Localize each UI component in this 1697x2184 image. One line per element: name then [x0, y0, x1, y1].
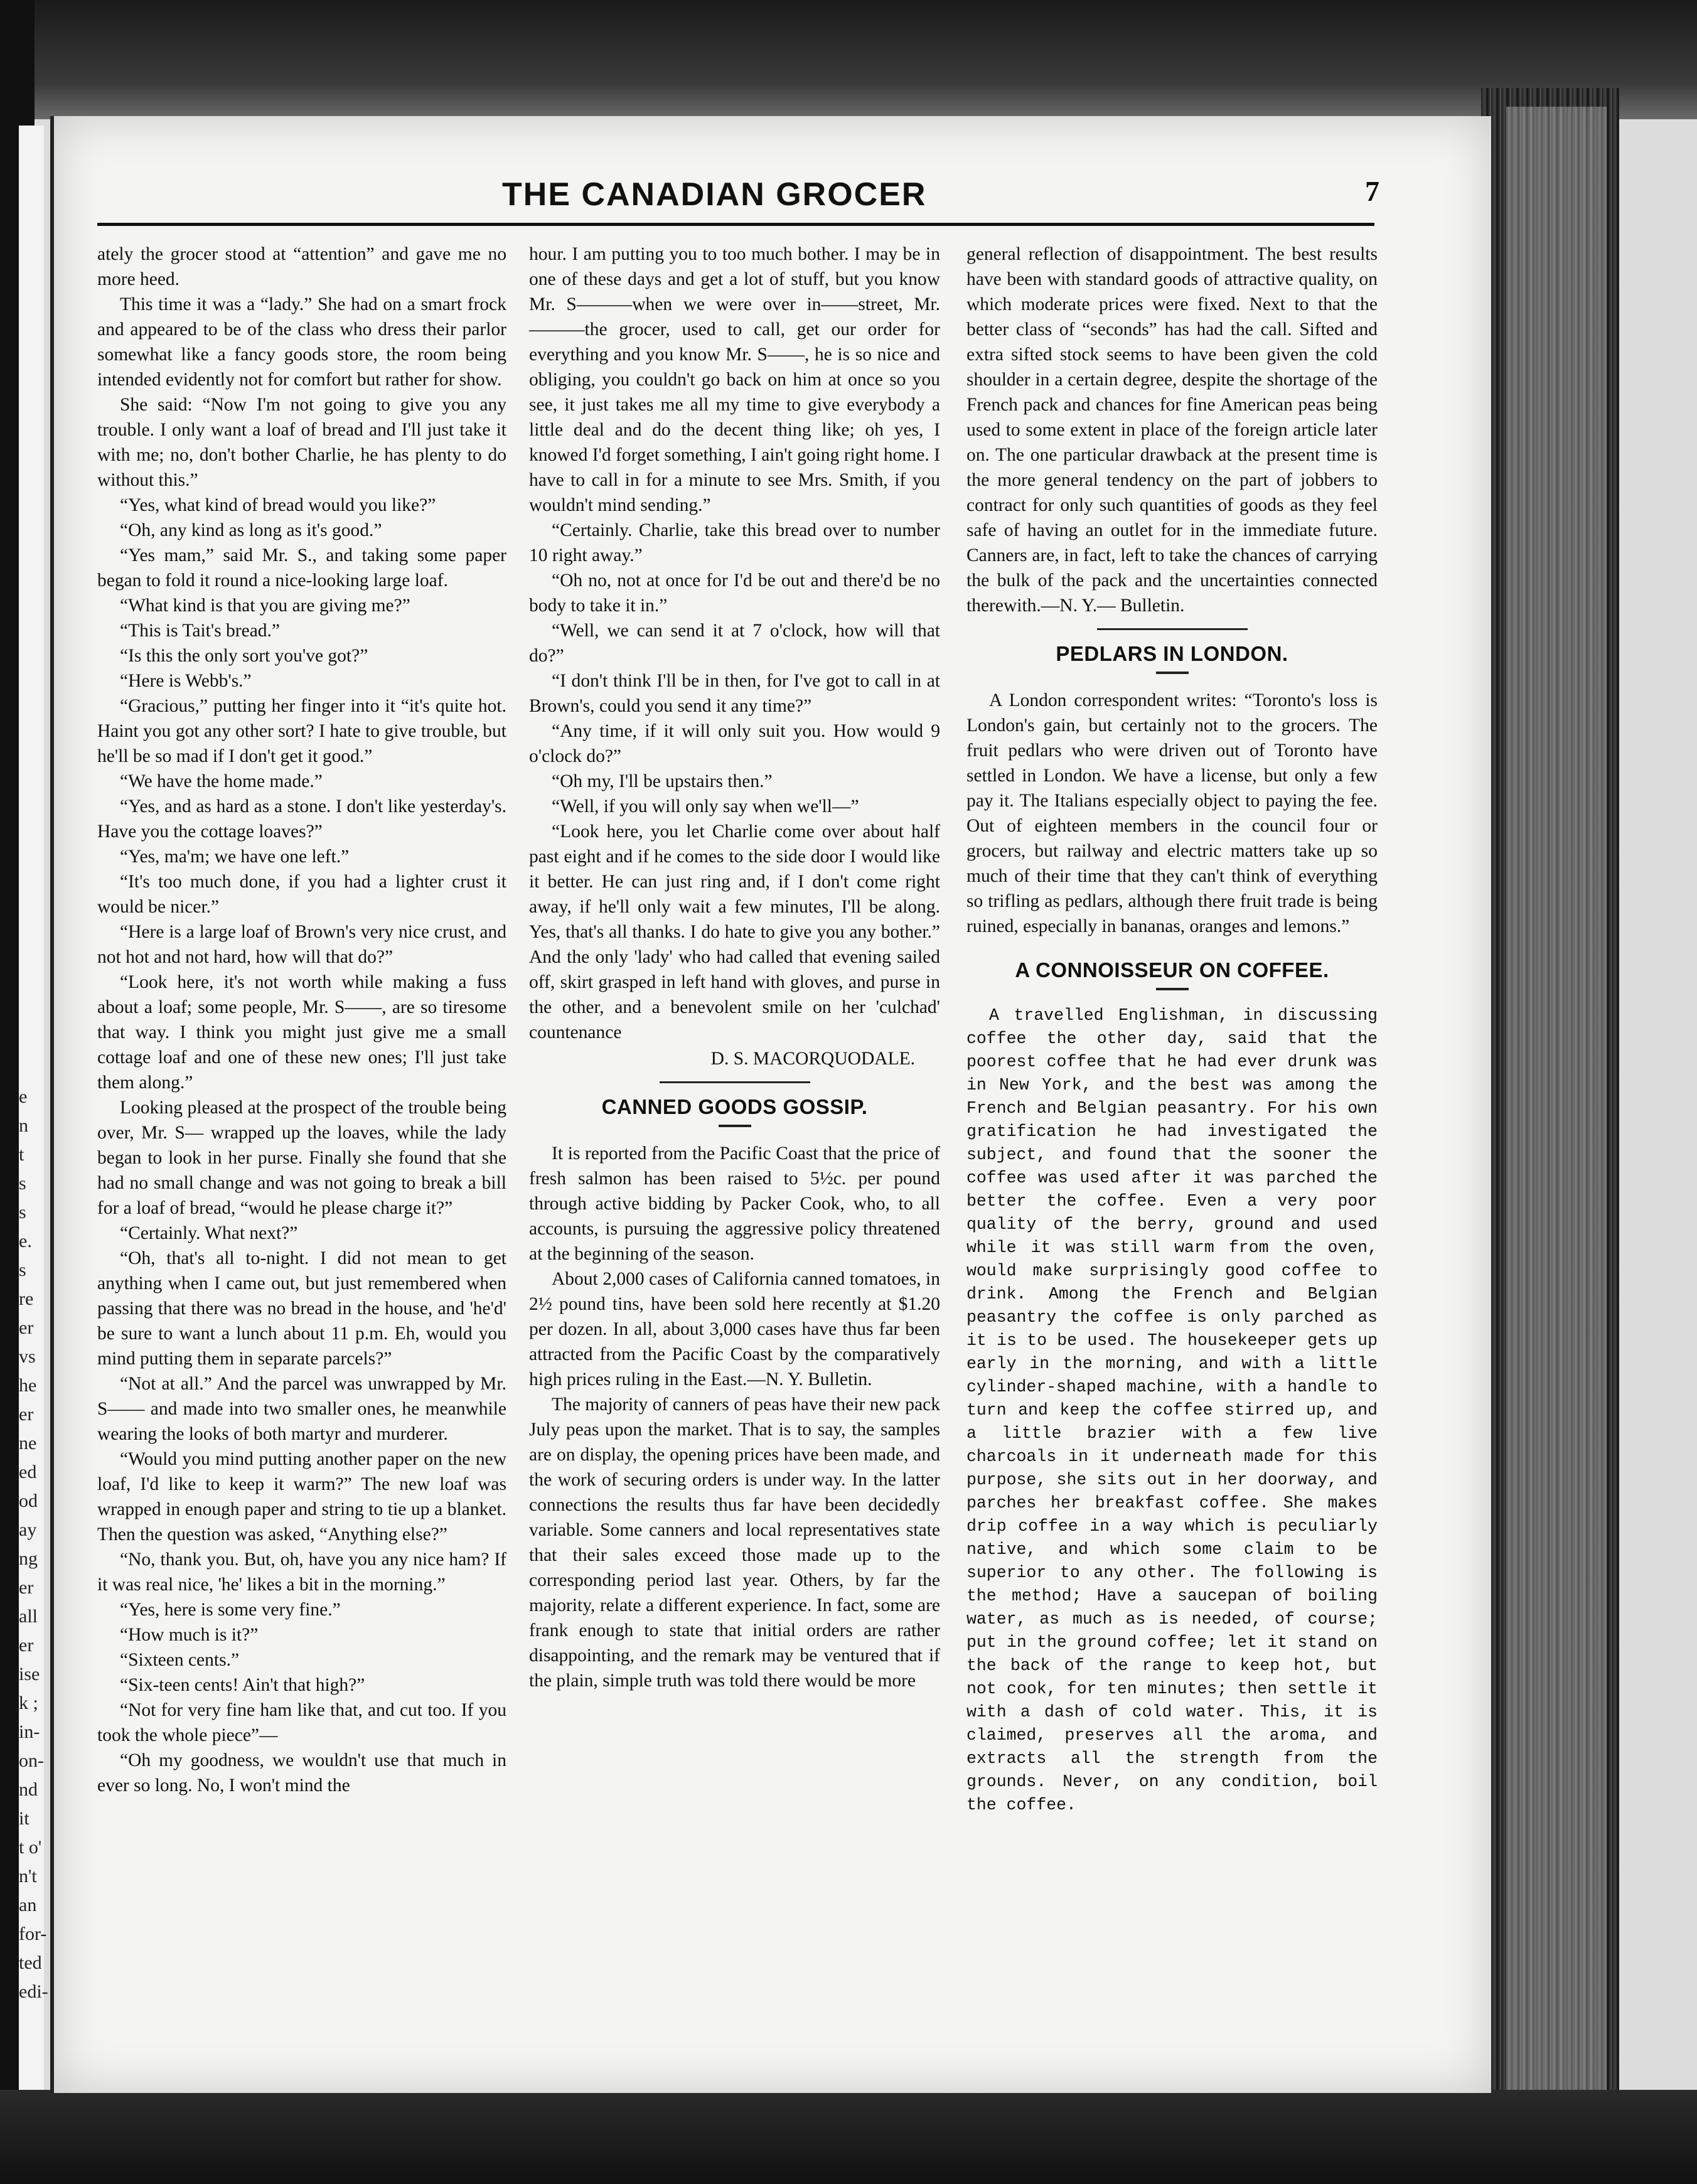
facing-page-fragment: e	[19, 1086, 28, 1107]
story-paragraph: “It's too much done, if you had a lighter crust it would be nicer.”	[97, 872, 506, 917]
author-signature: D. S. MACORQUODALE.	[710, 1049, 915, 1069]
article-paragraph: About 2,000 cases of California canned tomatoes, in 2½ pound tins, have been sold here recently at $1.20 per dozen. In all, about 3,000 cases have thus far been attracted from the Pacific Coast by the comparatively high prices ruling in the East.—N. Y. Bulletin.	[529, 1269, 940, 1389]
story-paragraph: “I don't think I'll be in then, for I've got to call in at Brown's, could you send it any time?”	[529, 671, 940, 716]
story-paragraph: “Oh my goodness, we wouldn't use that much in ever so long. No, I won't mind the	[97, 1750, 506, 1796]
facing-page-fragment: er	[19, 1317, 34, 1338]
story-paragraph: “Six-teen cents! Ain't that high?”	[120, 1675, 365, 1695]
facing-page-fragment: on-	[19, 1750, 44, 1771]
story-paragraph: “No, thank you. But, oh, have you any nice ham? If it was real nice, 'he' likes a bit in the morning.”	[97, 1550, 506, 1595]
facing-page-fragment: e.	[19, 1231, 32, 1251]
story-paragraph: “This is Tait's bread.”	[120, 621, 281, 641]
story-paragraph: “Oh, that's all to-night. I did not mean to get anything when I came out, but just remembered when passing that there was no bread in the house, and 'he'd' be sure to want a lunch about 11 p.m. Eh, would you mind putting them in separate parcels?”	[97, 1248, 506, 1369]
facing-page-fragment: ay	[19, 1519, 37, 1540]
facing-page-fragment: er	[19, 1635, 34, 1656]
facing-page-fragment: in-	[19, 1721, 40, 1742]
story-paragraph: “Oh, any kind as long as it's good.”	[120, 520, 382, 540]
facing-page-edge	[19, 126, 48, 2134]
story-paragraph: “What kind is that you are giving me?”	[120, 596, 410, 616]
heading-canned-goods: CANNED GOODS GOSSIP.	[601, 1095, 868, 1118]
facing-page-fragment: vs	[19, 1346, 36, 1367]
facing-page-fragment: n	[19, 1115, 28, 1136]
facing-page-fragment: od	[19, 1491, 38, 1511]
facing-page-fragment: re	[19, 1288, 34, 1309]
story-paragraph: “Well, if you will only say when we'll—”	[552, 796, 859, 816]
story-paragraph: “Here is Webb's.”	[120, 671, 252, 691]
story-paragraph: “How much is it?”	[120, 1625, 259, 1645]
facing-page-fragment: k ;	[19, 1693, 38, 1713]
story-paragraph: “Gracious,” putting her finger into it “it's quite hot. Haint you got any other sort? I hate to give trouble, but he'll be so mad if I don't get it good.”	[97, 696, 506, 766]
book-page-stack	[1481, 88, 1619, 2146]
article-paragraph: It is reported from the Pacific Coast that the price of fresh salmon has been raised to 5½c. per pound through active bidding by Packer Cook, who, to all accounts, is pursuing the aggressive policy threatened at the beginning of the season.	[529, 1143, 940, 1264]
story-paragraph: “Certainly. What next?”	[120, 1223, 298, 1243]
pedlars-article: A London correspondent writes: “Toronto's loss is London's gain, but certainly not to the grocers. The fruit pedlars who were driven out of Toronto have settled in London. We have a license, but only a few pay it. The Italians especially object to paying the fee. Out of eighteen members in the council four or grocers, but railway and electric matters take up so much of their time that they can't think of everything so trifling as pedlars, although there fruit trade is being ruined, especially in bananas, oranges and lemons.”	[966, 690, 1378, 936]
story-paragraph: “Yes, here is some very fine.”	[120, 1600, 341, 1620]
facing-page-fragment: ne	[19, 1433, 37, 1453]
story-paragraph: “Not for very fine ham like that, and cut too. If you took the whole piece”—	[97, 1700, 506, 1745]
story-paragraph: She said: “Now I'm not going to give you any trouble. I only want a loaf of bread and I'll just take it with me; no, don't bother Charlie, he has plenty to do without this.”	[97, 395, 506, 490]
facing-page-fragment: ted	[19, 1952, 42, 1973]
facing-page-fragment: an	[19, 1895, 37, 1915]
facing-page-fragment: ng	[19, 1548, 38, 1569]
facing-page-fragment: s	[19, 1173, 26, 1194]
canned-goods-article	[529, 1141, 940, 1693]
facing-page-fragment: it	[19, 1808, 29, 1829]
story-paragraph: “Yes, and as hard as a stone. I don't like yesterday's. Have you the cottage loaves?”	[97, 796, 506, 842]
facing-page-fragment: t	[19, 1144, 24, 1165]
facing-page-fragment: edi-	[19, 1981, 48, 2002]
story-paragraph: “Oh my, I'll be upstairs then.”	[552, 771, 773, 791]
heading-dash	[1156, 672, 1189, 674]
scan-background-top	[0, 0, 1697, 119]
facing-page-fragment: for-	[19, 1924, 47, 1944]
story-paragraph: “Oh no, not at once for I'd be out and there'd be no body to take it in.”	[529, 570, 940, 616]
story-paragraph: “Yes, ma'm; we have one left.”	[120, 847, 350, 867]
facing-page-fragment: ise	[19, 1664, 40, 1684]
story-paragraph: ately the grocer stood at “attention” and gave me no more heed.	[97, 244, 506, 289]
masthead-title: THE CANADIAN GROCER	[502, 176, 927, 213]
story-paragraph: “Would you mind putting another paper on the new loaf, I'd like to keep it warm?” The new loaf was wrapped in enough paper and string to tie up a blanket. Then the question was asked, “Anything else?”	[97, 1449, 506, 1544]
article-paragraph: The majority of canners of peas have their new pack July peas upon the market. That is to say, the samples are on display, the opening prices have been made, and the work of securing orders is under way. In the latter connections the results thus far have been decidedly variable. Some canners and local representatives state that their sales exceed those made up to the corresponding period last year. Others, by far the majority, relate a different experience. In fact, some are frank enough to state that initial orders are rather disappointing, and the remark may be ventured that if the plain, simple truth was told there would be more	[529, 1394, 940, 1691]
header-rule	[97, 223, 1374, 226]
story-paragraph: “Yes, what kind of bread would you like?”	[120, 495, 436, 515]
story-paragraph: “We have the home made.”	[120, 771, 323, 791]
story-continuation	[529, 242, 940, 1045]
story-paragraph: “Here is a large loaf of Brown's very nice crust, and not hot and not hard, how will that do?”	[97, 922, 506, 967]
facing-page-fragment: er	[19, 1404, 34, 1425]
facing-page-fragment: ed	[19, 1462, 37, 1482]
scan-background-bottom	[0, 2090, 1697, 2184]
facing-page-fragment: n't	[19, 1866, 37, 1887]
story-paragraph: “Is this the only sort you've got?”	[120, 646, 368, 666]
story-paragraph: “Look here, you let Charlie come over about half past eight and if he comes to the side door I would like it better. He can just ring and, if I don't come right away, if he'll only wait a few minutes, I'll be along. Yes, that's all thanks. I do hate to give you any bother.” And the only 'lady' who had called that evening sailed off, skirt grasped in left hand with gloves, and purse in the other, and a benevolent smile on her 'culchad' countenance	[529, 822, 940, 1042]
page-number: 7	[1365, 175, 1379, 207]
heading-coffee: A CONNOISSEUR ON COFFEE.	[1015, 958, 1329, 982]
heading-pedlars: PEDLARS IN LONDON.	[1056, 642, 1288, 665]
facing-page-fragment: he	[19, 1375, 37, 1396]
heading-dash	[1156, 988, 1189, 990]
story-paragraph: Looking pleased at the prospect of the trouble being over, Mr. S— wrapped up the loaves, while the lady began to look in her purse. Finally she found that she had no small change and was not going to break a bill for a loaf of bread, “would he please charge it?”	[97, 1098, 506, 1218]
facing-page-fragment: t o'	[19, 1837, 42, 1858]
story-paragraph: “Certainly. Charlie, take this bread over to number 10 right away.”	[529, 520, 940, 565]
column-1	[97, 242, 506, 1798]
column-2	[529, 242, 940, 1693]
heading-dash	[719, 1125, 751, 1127]
column-3	[966, 242, 1378, 1817]
facing-page-fragment: nd	[19, 1779, 38, 1800]
story-paragraph: “Look here, it's not worth while making a fuss about a loaf; some people, Mr. S——, are so tiresome that way. I think you might just give me a small cottage loaf and one of these new ones; I'll just take them along.”	[97, 972, 506, 1093]
story-paragraph: This time it was a “lady.” She had on a smart frock and appeared to be of the class who dress their parlor somewhat like a fancy goods store, the room being intended evidently not for comfort but rather for show.	[97, 294, 506, 390]
story-paragraph: “Yes mam,” said Mr. S., and taking some paper began to fold it round a nice-looking large loaf.	[97, 545, 506, 591]
story-paragraph: hour. I am putting you to too much bother. I may be in one of these days and get a lot of stuff, but you know Mr. S———when we were over in——street, Mr.———the grocer, used to call, get our order for everything and you know Mr. S——, he is so nice and obliging, you couldn't go back on him at once so you see, it just takes me all my time to give everybody a little deal and do the decent thing like; oh yes, I knowed I'd forget something, I ain't going right home. I have to call in for a minute to see Mrs. Smith, if you wouldn't mind sending.”	[529, 244, 940, 515]
section-separator	[1097, 628, 1248, 630]
story-paragraph: “Sixteen cents.”	[120, 1650, 240, 1670]
story-paragraph: “Not at all.” And the parcel was unwrapped by Mr. S—— and made into two smaller ones, he meanwhile wearing the looks of both martyr and murderer.	[97, 1374, 506, 1444]
article-continuation: general reflection of disappointment. The best results have been with standard goods of attractive quality, on which moderate prices were fixed. Next to that the better class of “seconds” has had the call. Sifted and extra sifted stock seems to have been given the cold shoulder in a certain degree, despite the shortage of the French pack and chances for fine American peas being used to some extent in place of the foreign article later on. The one particular drawback at the present time is the more general tendency on the part of jobbers to contract for only such quantities of goods as they feel safe of having an outlet for in the immediate future. Canners are, in fact, left to take the chances of carrying the bulk of the pack and the uncertainties connected therewith.—N. Y.— Bulletin.	[966, 244, 1378, 616]
facing-page-fragment: er	[19, 1577, 34, 1598]
facing-page-fragment: all	[19, 1606, 38, 1627]
facing-page-fragment: s	[19, 1202, 26, 1223]
story-paragraph: “Any time, if it will only suit you. How would 9 o'clock do?”	[529, 721, 940, 766]
facing-page-fragment: s	[19, 1260, 26, 1280]
story-paragraph: “Well, we can send it at 7 o'clock, how will that do?”	[529, 621, 940, 666]
section-separator	[660, 1081, 810, 1083]
coffee-article: A travelled Englishman, in discussing coffee the other day, said that the poorest coffee that he had ever drunk was in New York, and the best was among the French and Belgian peasantry. For his own gratification he had investigated the subject, and found that the sooner the coffee was used after it was parched the better the coffee. Even a very poor quality of the berry, ground and used while it was still warm from the oven, would make surprisingly good coffee to drink. Among the French and Belgian peasantry the coffee is only parched as it is to be used. The housekeeper gets up early in the morning, and with a little cylinder-shaped machine, with a handle to turn and keep the coffee stirred up, and a little brazier with a few live charcoals in it underneath made for this purpose, she sits out in her doorway, and parches her breakfast coffee. She makes drip coffee in a way which is peculiarly native, and which some claim to be superior to any other. The following is the method; Have a saucepan of boiling water, as much as is needed, of course; put in the ground coffee; let it stand on the back of the range to keep hot, but not cook, for ten minutes; then settle it with a dash of cold water. This, it is claimed, preserves all the aroma, and extracts all the strength from the grounds. Never, on any condition, boil the coffee.	[966, 1006, 1378, 1814]
